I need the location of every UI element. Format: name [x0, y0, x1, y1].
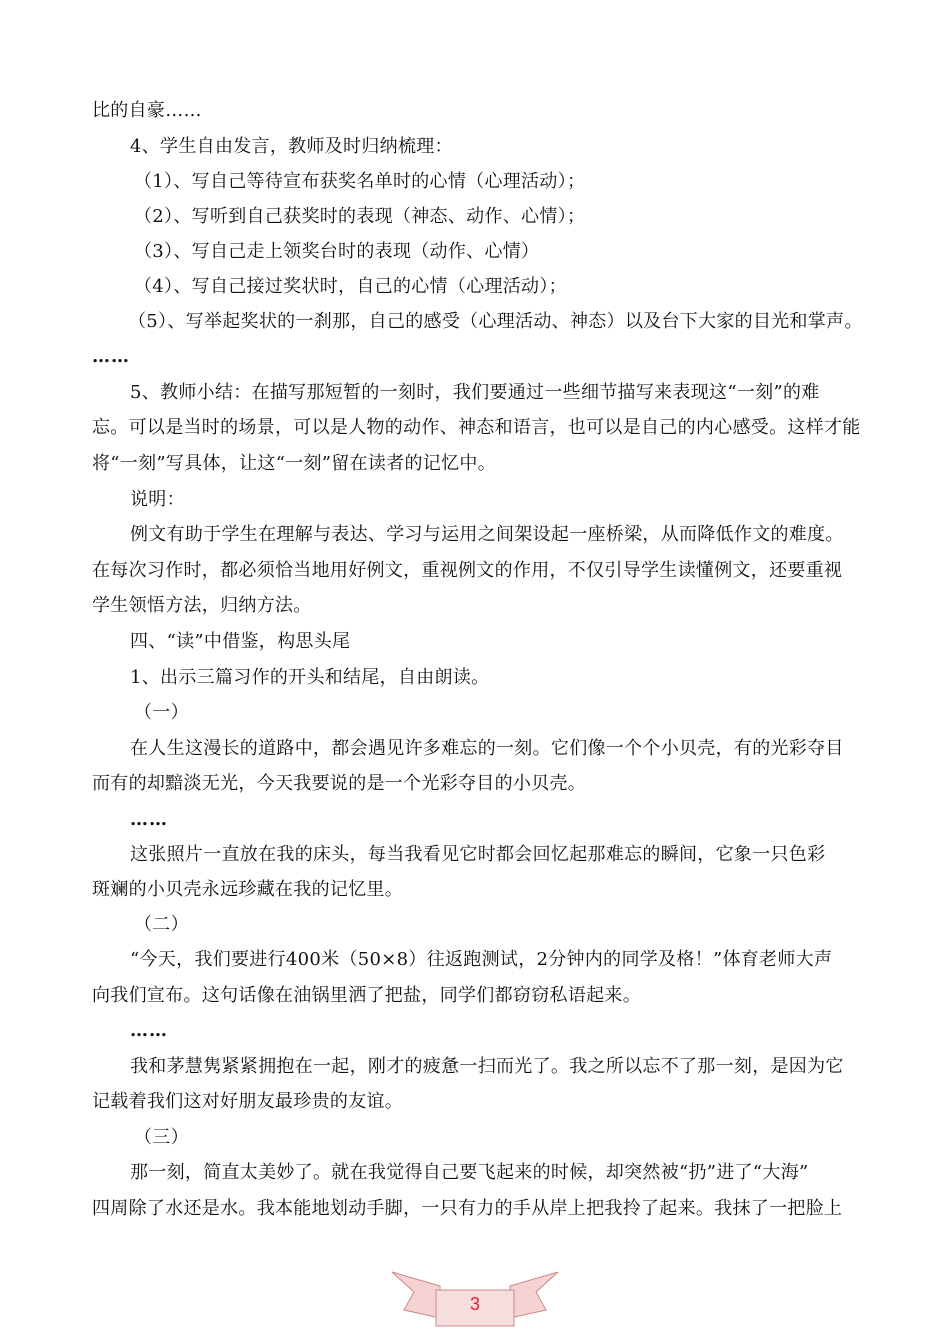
text-line: （三）: [134, 1127, 189, 1148]
ellipsis: ……: [130, 809, 168, 830]
text-line: 4、学生自由发言，教师及时归纳梳理：: [130, 136, 453, 157]
text-line: 四周除了水还是水。我本能地划动手脚，一只有力的手从岸上把我拎了起来。我抹了一把脸上: [92, 1198, 843, 1219]
text-line: 忘。可以是当时的场景，可以是人物的动作、神态和语言，也可以是自己的内心感受。这样才能: [92, 417, 861, 438]
text-line: 而有的却黯淡无光，今天我要说的是一个光彩夺目的小贝壳。: [92, 773, 587, 794]
text-line: 这张照片一直放在我的床头，每当我看见它时都会回忆起那难忘的瞬间，它象一只色彩: [130, 844, 826, 865]
text-line: 说明：: [130, 489, 185, 510]
page-number: 3: [469, 1294, 480, 1314]
text-line: 例文有助于学生在理解与表达、学习与运用之间架设起一座桥梁，从而降低作文的难度。: [130, 524, 844, 545]
text-line: 比的自豪……: [92, 100, 202, 121]
text-line: 1、出示三篇习作的开头和结尾，自由朗读。: [130, 667, 490, 688]
text-line: 在每次习作时，都必须恰当地用好例文，重视例文的作用，不仅引导学生读懂例文，还要重视: [92, 560, 843, 581]
text-line: 向我们宣布。这句话像在油锅里洒了把盐，同学们都窃窃私语起来。: [92, 985, 641, 1006]
text-line: 斑斓的小贝壳永远珍藏在我的记忆里。: [92, 879, 404, 900]
text-line: （5）、写举起奖状的一刹那，自己的感受（心理活动、神态）以及台下大家的目光和掌声。: [128, 311, 863, 332]
ellipsis: ……: [92, 346, 130, 367]
text-line: 那一刻，简直太美妙了。就在我觉得自己要飞起来的时候，却突然被“扔”进了“大海”: [130, 1162, 809, 1183]
ellipsis: ……: [130, 1020, 168, 1041]
text-line: （二）: [134, 914, 189, 935]
text-line: 将“一刻”写具体，让这“一刻”留在读者的记忆中。: [92, 453, 497, 474]
text-line: （4）、写自己接过奖状时，自己的心情（心理活动）；: [134, 276, 567, 297]
text-line: （1）、写自己等待宣布获奖名单时的心情（心理活动）；: [134, 171, 586, 192]
text-line: 5、教师小结：在描写那短暂的一刻时，我们要通过一些细节描写来表现这“一刻”的难: [130, 382, 820, 403]
section-heading: 四、“读”中借鉴，构思头尾: [130, 631, 351, 652]
text-line: （一）: [134, 702, 189, 723]
text-line: 记载着我们这对好朋友最珍贵的友谊。: [92, 1091, 404, 1112]
text-line: “今天，我们要进行400米（50×8）往返跑测试，2分钟内的同学及格！”体育老师大声: [130, 949, 833, 970]
text-line: （2）、写听到自己获奖时的表现（神态、动作、心情）；: [134, 206, 586, 227]
text-line: 学生领悟方法，归纳方法。: [92, 595, 312, 616]
text-line: （3）、写自己走上领奖台时的表现（动作、心情）: [134, 241, 540, 262]
text-line: 我和茅慧隽紧紧拥抱在一起，刚才的疲惫一扫而光了。我之所以忘不了那一刻，是因为它: [130, 1056, 844, 1077]
text-line: 在人生这漫长的道路中，都会遇见许多难忘的一刻。它们像一个个小贝壳，有的光彩夺目: [130, 738, 844, 759]
